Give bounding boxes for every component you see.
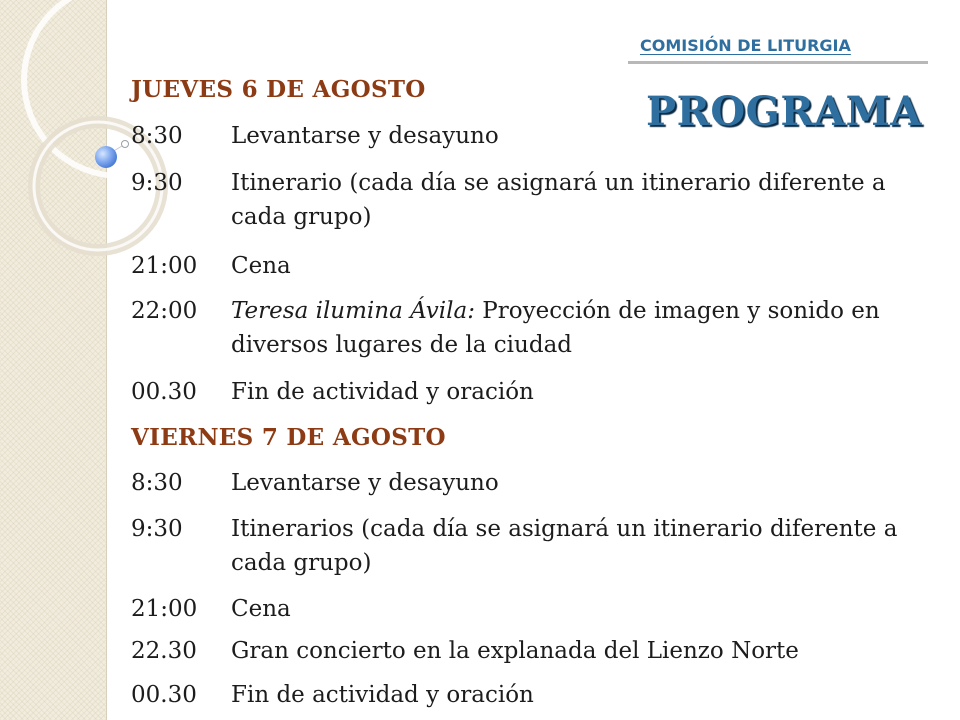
schedule-row bbox=[131, 294, 921, 362]
activity-text: Itinerario (cada día se asignará un itinerario diferente a cada grupo) bbox=[231, 170, 886, 230]
day-heading-thursday: JUEVES 6 DE AGOSTO bbox=[131, 76, 426, 103]
schedule-row bbox=[131, 592, 921, 626]
schedule-time: 9:30 bbox=[131, 170, 183, 196]
schedule-activity bbox=[231, 592, 921, 626]
schedule-activity bbox=[231, 166, 921, 234]
activity-text: Fin de actividad y oración bbox=[231, 682, 534, 708]
schedule-row bbox=[131, 166, 921, 234]
schedule-activity bbox=[231, 678, 921, 712]
schedule-row bbox=[131, 466, 921, 500]
activity-text: Fin de actividad y oración bbox=[231, 379, 534, 405]
day-heading-friday: VIERNES 7 DE AGOSTO bbox=[131, 424, 446, 451]
schedule-row bbox=[131, 512, 921, 580]
activity-emphasis: Teresa ilumina Ávila: bbox=[231, 298, 475, 324]
schedule-row bbox=[131, 678, 921, 712]
small-hollow-dot bbox=[122, 141, 129, 148]
schedule-activity bbox=[231, 119, 921, 153]
schedule-activity bbox=[231, 634, 921, 668]
schedule-activity bbox=[231, 466, 921, 500]
schedule-time: 00.30 bbox=[131, 379, 197, 405]
activity-text: Gran concierto en la explanada del Lienzo Norte bbox=[231, 638, 799, 664]
commission-header: COMISIÓN DE LITURGIA bbox=[640, 36, 851, 55]
activity-text: Itinerarios (cada día se asignará un itinerario diferente a cada grupo) bbox=[231, 516, 898, 576]
activity-text: Proyección de imagen y sonido en diversos lugares de la ciudad bbox=[231, 298, 880, 358]
schedule-time: 21:00 bbox=[131, 253, 198, 279]
header-divider bbox=[628, 61, 928, 64]
schedule-row bbox=[131, 119, 921, 153]
schedule-time: 22.30 bbox=[131, 638, 197, 664]
schedule-activity bbox=[231, 375, 921, 409]
schedule-time: 9:30 bbox=[131, 516, 183, 542]
activity-text: Cena bbox=[231, 253, 291, 279]
activity-text: Levantarse y desayuno bbox=[231, 123, 499, 149]
schedule-time: 8:30 bbox=[131, 123, 183, 149]
schedule-time: 21:00 bbox=[131, 596, 198, 622]
page-title: PROGRAMA bbox=[646, 88, 922, 135]
schedule-row bbox=[131, 375, 921, 409]
schedule-row bbox=[131, 634, 921, 668]
activity-text: Levantarse y desayuno bbox=[231, 470, 499, 496]
schedule-activity bbox=[231, 512, 921, 580]
schedule-activity bbox=[231, 249, 921, 283]
activity-text: Cena bbox=[231, 596, 291, 622]
schedule-row bbox=[131, 249, 921, 283]
schedule-activity bbox=[231, 294, 921, 362]
blue-bullet-dot bbox=[95, 146, 117, 168]
schedule-time: 00.30 bbox=[131, 682, 197, 708]
schedule-time: 22:00 bbox=[131, 298, 198, 324]
schedule-time: 8:30 bbox=[131, 470, 183, 496]
